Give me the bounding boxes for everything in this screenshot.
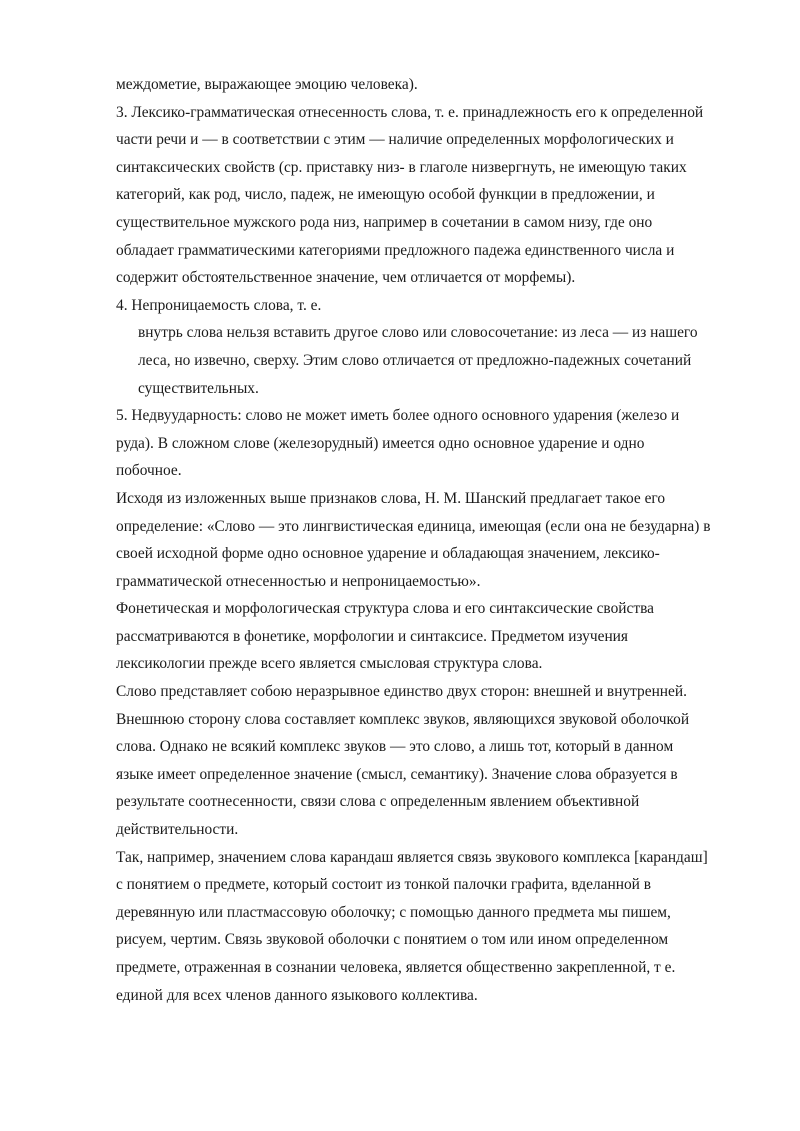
text-line: своей исходной форме одно основное ударение и обладающая значением, лексико- <box>116 545 660 563</box>
paragraph <box>116 678 746 844</box>
document-page <box>116 71 746 1009</box>
text-line: существительных. <box>138 379 259 397</box>
paragraph <box>116 844 746 1010</box>
text-line: 5. Недвуударность: слово не может иметь более одного основного ударения (железо и <box>116 407 680 425</box>
text-line: рассматриваются в фонетике, морфологии и синтаксисе. Предметом изучения <box>116 627 629 645</box>
text-line: Фонетическая и морфологическая структура слова и его синтаксические свойства <box>116 600 654 618</box>
text-line: синтаксических свойств (ср. приставку низ- в глаголе низвергнуть, не имеющую таких <box>116 158 687 176</box>
paragraph <box>116 485 746 595</box>
text-line: Внешнюю сторону слова составляет комплекс звуков, являющихся звуковой оболочкой <box>116 710 690 728</box>
paragraph <box>116 595 746 678</box>
text-line: определение: «Слово — это лингвистическая единица, имеющая (если она не безударна) в <box>116 517 711 535</box>
paragraph <box>116 402 746 485</box>
text-line: части речи и — в соответствии с этим — наличие определенных морфологических и <box>116 131 674 149</box>
text-line: Исходя из изложенных выше признаков слова, Н. М. Шанский предлагает такое его <box>116 489 666 507</box>
paragraph <box>116 292 746 320</box>
paragraph <box>116 319 746 402</box>
text-line: Так, например, значением слова карандаш является связь звукового комплекса [карандаш] <box>116 848 708 866</box>
text-line: содержит обстоятельственное значение, чем отличается от морфемы). <box>116 269 576 287</box>
text-line: 3. Лексико-грамматическая отнесенность слова, т. е. принадлежность его к определенной <box>116 103 704 121</box>
text-line: внутрь слова нельзя вставить другое слово или словосочетание: из леса — из нашего <box>138 324 698 342</box>
text-line: рисуем, чертим. Связь звуковой оболочки с понятием о том или ином определенном <box>116 931 669 949</box>
text-line: 4. Непроницаемость слова, т. е. <box>116 296 322 314</box>
paragraph <box>116 99 746 292</box>
text-line: категорий, как род, число, падеж, не имеющую особой функции в предложении, и <box>116 186 655 204</box>
text-line: леса, но извечно, сверху. Этим слово отличается от предложно-падежных сочетаний <box>138 351 692 369</box>
text-line: лексикологии прежде всего является смысловая структура слова. <box>116 655 543 673</box>
text-line: деревянную или пластмассовую оболочку; с помощью данного предмета мы пишем, <box>116 903 671 921</box>
text-line: с понятием о предмете, который состоит из тонкой палочки графита, вделанной в <box>116 876 651 894</box>
text-line: слова. Однако не всякий комплекс звуков — это слово, а лишь тот, который в данном <box>116 738 674 756</box>
text-line: предмете, отраженная в сознании человека, является общественно закрепленной, т е. <box>116 959 676 976</box>
text-line: языке имеет определенное значение (смысл, семантику). Значение слова образуется в <box>116 765 678 783</box>
text-line: побочное. <box>116 462 182 480</box>
paragraph <box>116 71 746 99</box>
text-line: действительности. <box>116 821 239 839</box>
text-line: существительное мужского рода низ, например в сочетании в самом низу, где оно <box>116 213 653 231</box>
text-line: междометие, выражающее эмоцию человека). <box>116 76 418 93</box>
text-line: грамматической отнесенностью и непроницаемостью». <box>116 572 481 590</box>
text-line: Слово представляет собою неразрывное единство двух сторон: внешней и внутренней. <box>116 683 687 701</box>
text-line: обладает грамматическими категориями предложного падежа единственного числа и <box>116 241 675 259</box>
text-line: руда). В сложном слове (железорудный) имеется одно основное ударение и одно <box>116 434 645 452</box>
text-line: результате соотнесенности, связи слова с определенным явлением объективной <box>116 793 640 811</box>
text-line: единой для всех членов данного языкового коллектива. <box>116 986 478 1004</box>
